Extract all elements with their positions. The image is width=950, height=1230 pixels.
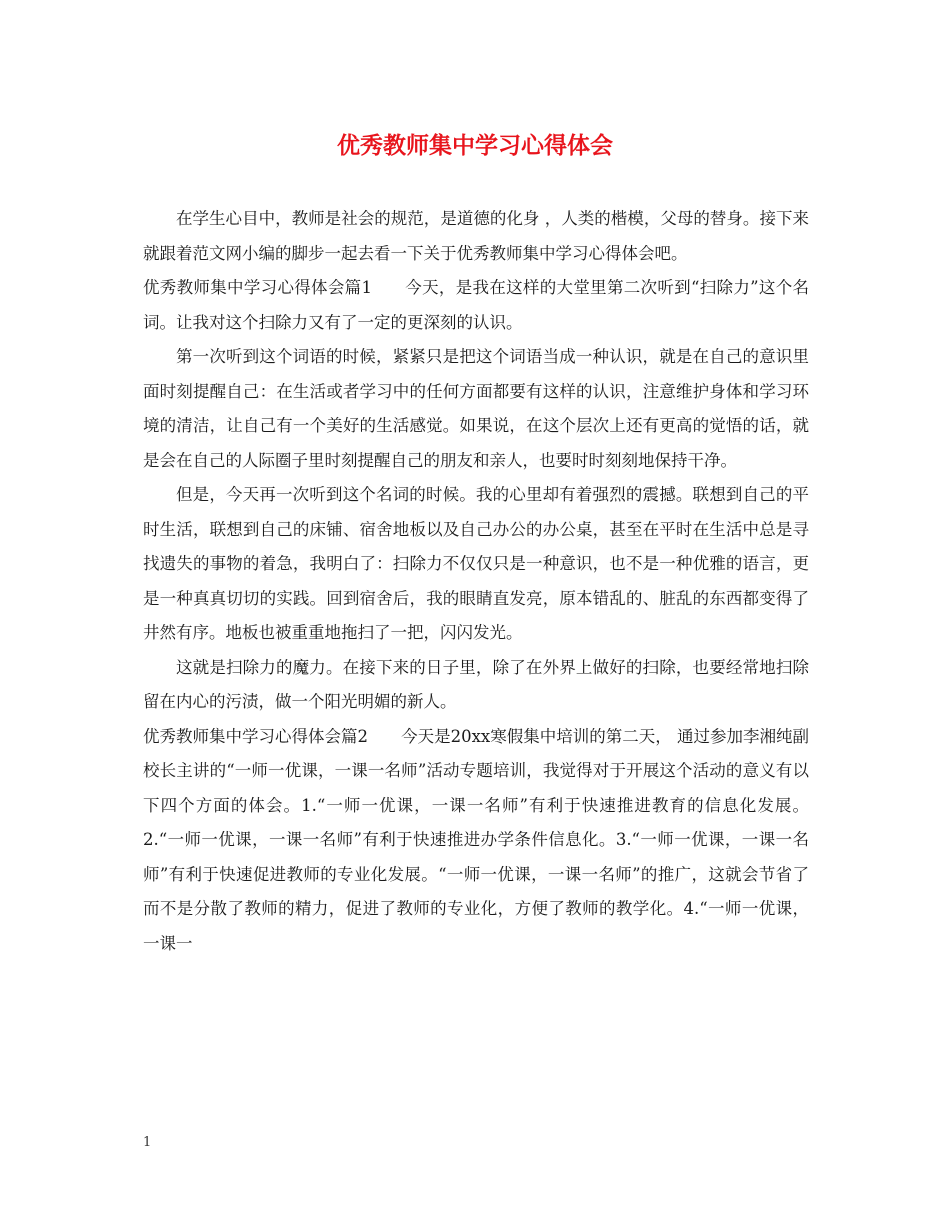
document-body: [143, 202, 809, 961]
paragraph-intro: [143, 202, 809, 271]
paragraph-section-2: [143, 720, 809, 962]
section-heading: 优秀教师集中学习心得体会篇1: [143, 278, 372, 297]
document-title: 优秀教师集中学习心得体会: [337, 132, 613, 159]
section-heading: 优秀教师集中学习心得体会篇2: [143, 726, 369, 746]
paragraph-text: 但是，今天再一次听到这个名词的时候。我的心里却有着强烈的震撼。联想到自己的平时生活，联想到自己的床铺、宿舍地板以及自己办公的办公桌，甚至在平时在生活中总是寻找遗失的事物的着急，我明白了：扫除力不仅仅只是一种意识，也不是一种优雅的语言，更是一种真真切切的实践。回到宿舍后，我的眼睛直发亮，原本错乱的、脏乱的东西都变得了井然有序。地板也被重重地拖扫了一把，闪闪发光。: [143, 485, 809, 642]
paragraph-section-1: [143, 271, 809, 340]
paragraph-text: 今天，是我在这样的大堂里第二次听到“扫除力”这个名词。让我对这个扫除力又有了一定的更深刻的认识。: [143, 278, 810, 332]
paragraph-text: 这就是扫除力的魔力。在接下来的日子里，除了在外界上做好的扫除，也要经常地扫除留在内心的污渍，做一个阳光明媚的新人。: [143, 657, 809, 711]
paragraph-text: 在学生心目中，教师是社会的规范，是道德的化身 ，人类的楷模，父母的替身。接下来就跟着范文网小编的脚步一起去看一下关于优秀教师集中学习心得体会吧。: [143, 209, 809, 263]
paragraph-today: [143, 478, 809, 651]
page-number: 1: [143, 1135, 152, 1150]
paragraph-magic: [143, 651, 809, 720]
paragraph-first-time: [143, 340, 809, 478]
paragraph-text: 今天是20xx寒假集中培训的第二天， 通过参加李湘纯副校长主讲的“一师一优课，一课一名师”活动专题培训，我觉得对于开展这个活动的意义有以下四个方面的体会。1.“一师一优课，一课一名师”有利于快速推进教育的信息化发展。2.“一师一优课，一课一名师”有利于快速推进办学条件信息化。3.“一师一优课，一课一名师”有利于快速促进教师的专业化发展。“一师一优课，一课一名师”的推广，这就会节省了而不是分散了教师的精力，促进了教师的专业化，方便了教师的教学化。4.“一师一优课，一课一: [143, 726, 810, 953]
paragraph-text: 第一次听到这个词语的时候，紧紧只是把这个词语当成一种认识，就是在自己的意识里面时刻提醒自己：在生活或者学习中的任何方面都要有这样的认识，注意维护身体和学习环境的清洁，让自己有一个美好的生活感觉。如果说，在这个层次上还有更高的觉悟的话，就是会在自己的人际圈子里时刻提醒自己的朋友和亲人，也要时时刻刻地保持干净。: [143, 347, 809, 470]
